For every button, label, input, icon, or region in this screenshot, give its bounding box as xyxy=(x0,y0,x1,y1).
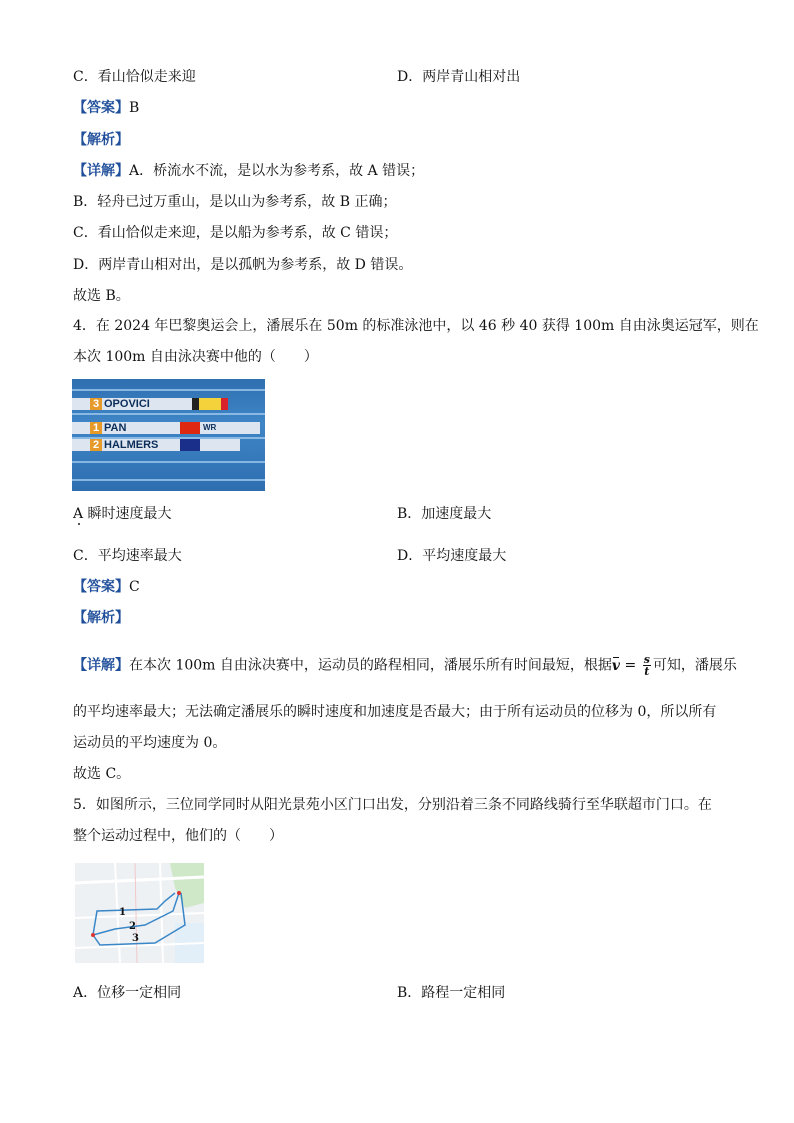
swimmer-name: OPOVICI xyxy=(104,398,150,410)
q4-stem-line1: 4．在 2024 年巴黎奥运会上，潘展乐在 50m 的标准泳池中，以 46 秒 40 获得 100m 自由泳奥运冠军，则在 xyxy=(73,318,759,334)
detail-text: 可知，潘展乐 xyxy=(652,657,737,674)
q5-option-a: A．位移一定相同 xyxy=(73,985,182,1001)
detail-text: A．桥流水不流，是以水为参考系，故 A 错误； xyxy=(129,163,425,179)
answer-value: B xyxy=(129,100,140,116)
q4-detail-p2: 的平均速率最大；无法确定潘展乐的瞬时速度和加速度是否最大；由于所有运动员的位移为 0，所以所有 xyxy=(73,704,717,720)
china-flag-icon xyxy=(180,422,200,434)
stray-dot xyxy=(78,523,80,525)
detail-tag: 【详解】 xyxy=(73,163,129,179)
route-map xyxy=(75,863,204,963)
formula-fraction xyxy=(643,654,651,677)
scoreboard-row xyxy=(72,422,260,434)
formula-numerator: s xyxy=(643,653,650,666)
australia-flag-icon xyxy=(180,439,200,451)
q5-stem-line1: 5．如图所示，三位同学同时从阳光景苑小区门口出发，分别沿着三条不同路线骑行至华联超市门口。在 xyxy=(73,797,712,813)
q3-option-d: D．两岸青山相对出 xyxy=(397,69,521,85)
answer-value: C xyxy=(129,579,140,595)
q4-option-c: C．平均速率最大 xyxy=(73,548,182,564)
q4-option-d: D．平均速度最大 xyxy=(397,548,507,564)
q4-analysis-tag: 【解析】 xyxy=(73,610,129,626)
route-label-1: 1 xyxy=(119,907,126,918)
answer-tag: 【答案】 xyxy=(73,579,129,595)
route-label-2: 2 xyxy=(129,921,136,932)
q3-detail-c: C．看山恰似走来迎，是以船为参考系，故 C 错误； xyxy=(73,225,398,241)
q3-detail-d: D．两岸青山相对出，是以孤帆为参考系，故 D 错误。 xyxy=(73,257,413,273)
rank-badge: 2 xyxy=(90,439,102,451)
detail-text: 在本次 100m 自由泳决赛中，运动员的路程相同，潘展乐所有时间最短，根据 xyxy=(129,657,612,674)
q3-answer-line xyxy=(73,98,139,118)
q4-answer-line xyxy=(73,577,140,597)
q3-detail-a xyxy=(73,161,424,181)
q4-detail-p3: 运动员的平均速度为 0。 xyxy=(73,735,227,751)
rank-badge: 1 xyxy=(90,422,102,434)
formula-eq: = xyxy=(620,657,641,674)
answer-tag: 【答案】 xyxy=(73,100,129,116)
q3-analysis-tag: 【解析】 xyxy=(73,132,129,148)
q3-option-c: C．看山恰似走来迎 xyxy=(73,69,196,85)
swimming-photo xyxy=(72,379,265,491)
record-badge: WR xyxy=(203,423,217,432)
q4-stem-line2: 本次 100m 自由泳决赛中他的（ ） xyxy=(73,349,318,365)
q3-conclusion: 故选 B。 xyxy=(73,288,130,304)
route-label-3: 3 xyxy=(132,933,139,944)
scoreboard-row xyxy=(72,439,240,451)
formula-v: v xyxy=(611,657,621,674)
q4-option-a: A 瞬时速度最大 xyxy=(73,506,172,522)
q5-option-b: B．路程一定相同 xyxy=(397,985,506,1001)
rank-badge: 3 xyxy=(90,398,102,410)
q4-detail-p1 xyxy=(73,654,737,677)
q4-option-b: B．加速度最大 xyxy=(397,506,492,522)
detail-tag: 【详解】 xyxy=(73,657,129,674)
formula-denominator: t xyxy=(644,665,650,678)
swimmer-name: PAN xyxy=(104,422,127,434)
q4-conclusion: 故选 C。 xyxy=(73,766,131,782)
q5-stem-line2: 整个运动过程中，他们的（ ） xyxy=(73,828,283,844)
q3-detail-b: B．轻舟已过万重山，是以山为参考系，故 B 正确； xyxy=(73,194,397,210)
swimmer-name: HALMERS xyxy=(104,439,159,451)
